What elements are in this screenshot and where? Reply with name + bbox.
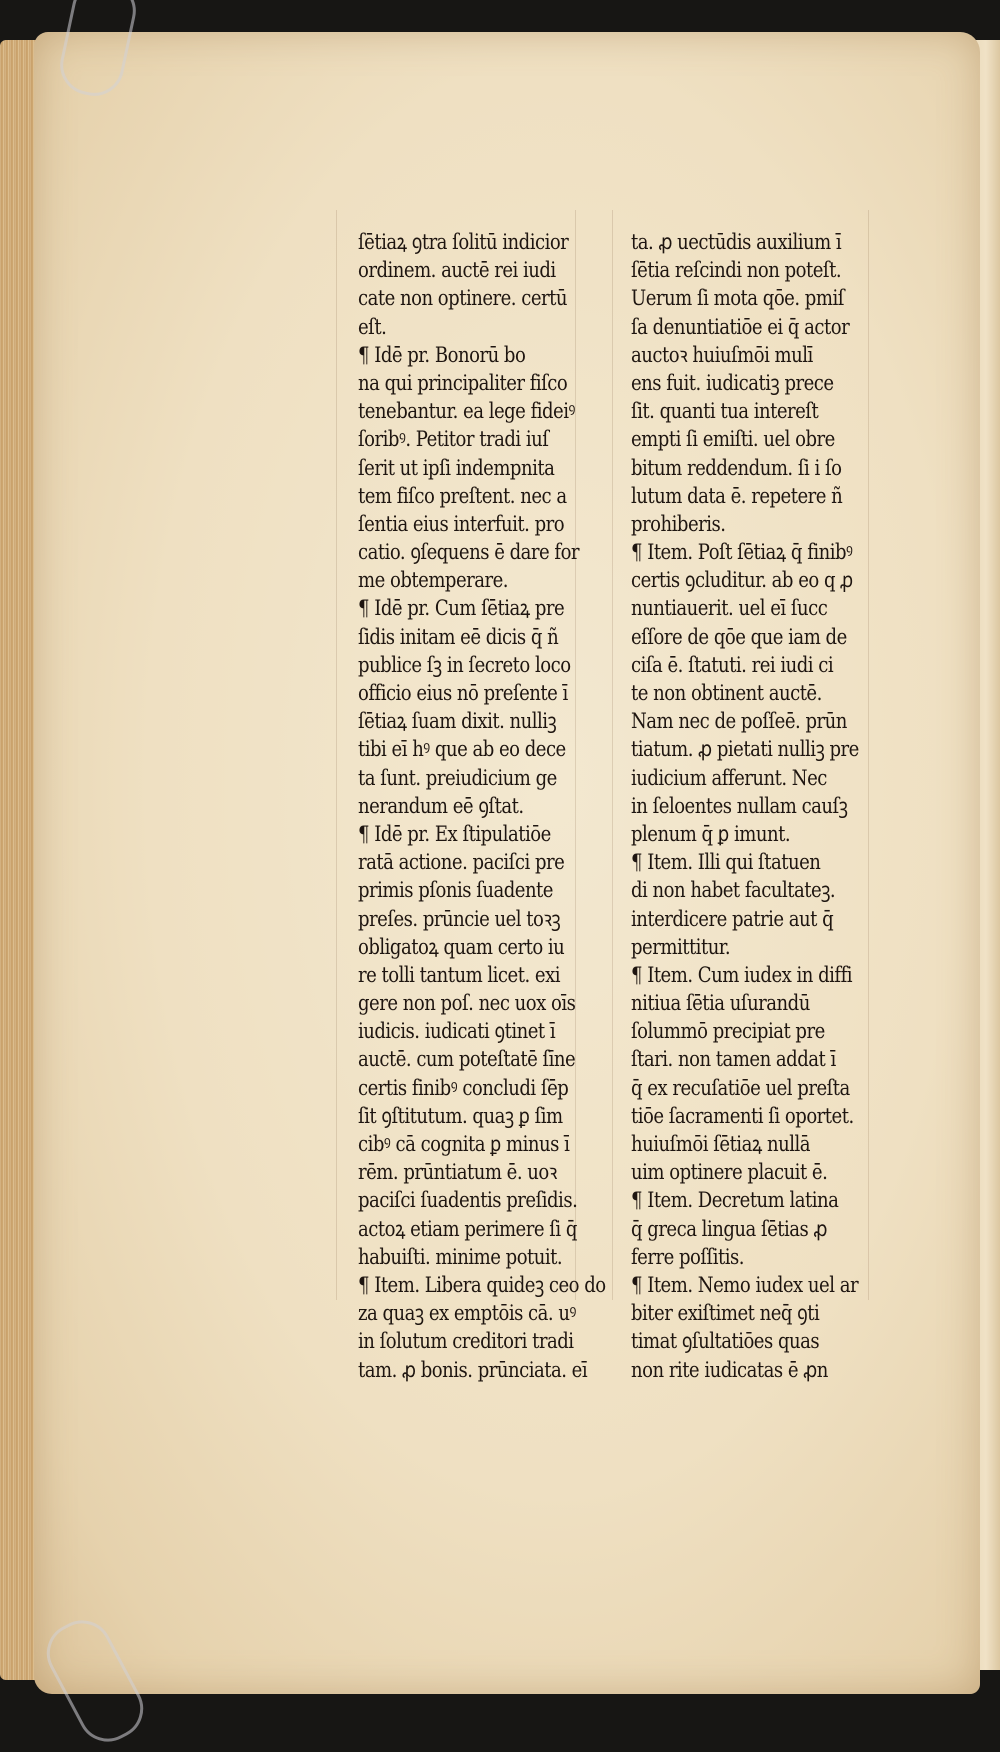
ruling-line-right-column <box>868 210 869 1300</box>
left-column-line: gere non poſ. nec uox oīs <box>358 991 576 1016</box>
right-column-line: biter exiſtimet neq̄ ꝯti <box>631 1301 820 1326</box>
right-column-line: uim optinere placuit ē. <box>631 1160 828 1185</box>
right-column-line: ſtari. non tamen addat ī <box>631 1047 836 1072</box>
left-column-line: nerandum eē ꝯſtat. <box>358 793 524 818</box>
right-column-line: non rite iudicatas ē ꝓn <box>631 1357 828 1382</box>
left-column-line: cibꝰ cā cognita ꝑ minus ī <box>358 1132 570 1156</box>
left-column-line: ſoribꝰ. Petitor tradi iuſ <box>358 427 549 452</box>
right-column-line: bitum reddendum. ſi i ſo <box>631 455 842 480</box>
right-column-line: permittitur. <box>631 934 731 959</box>
right-column-line: ta. ꝓ uectūdis auxilium ī <box>631 230 842 254</box>
left-column-line: ſētiaꝝ ꝯtra ſolitū indicior <box>358 230 569 254</box>
right-column-line: ¶ Item. Nemo iudex uel ar <box>631 1272 859 1297</box>
right-column-line: ¶ Item. Poſt ſētiaꝝ q̄ finibꝰ <box>631 540 853 565</box>
right-column-line: di non habet facultateꝫ. <box>631 878 836 903</box>
right-column-line: auctoꝛ huiuſmōi mulī <box>631 342 813 367</box>
left-column-line: ſit ꝯſtitutum. quaꝫ ꝑ ſim <box>358 1103 563 1128</box>
right-column-line: eſſore de qōe que iam de <box>631 624 847 649</box>
right-column-line: ſit. quanti tua intereſt <box>631 399 819 424</box>
left-column-line: re tolli tantum licet. exi <box>358 962 561 987</box>
left-column-line: ¶ Item. Libera quideꝫ ceo do <box>358 1272 606 1297</box>
left-column-line: iudicis. iudicati ꝯtinet ī <box>358 1019 556 1044</box>
right-column-line: ſētia reſcindi non poteſt. <box>631 258 842 283</box>
left-column-line: tibi eī hꝰ que ab eo dece <box>358 737 566 762</box>
right-column-line: empti ſi emiſti. uel obre <box>631 427 835 452</box>
right-column-line: interdicere patrie aut q̄ <box>631 906 834 931</box>
right-column-line: ens fuit. iudicatiꝫ prece <box>631 370 834 395</box>
right-column-line: huiuſmōi ſētiaꝝ nullā <box>631 1132 810 1156</box>
left-column-line: officio eius nō preſente ī <box>358 681 568 705</box>
left-column-line: ſidis initam eē dicis q̄ ñ <box>358 624 559 649</box>
left-column-line: publice ſꝫ in ſecreto loco <box>358 652 571 677</box>
right-column-line: nitiua ſētia uſurandū <box>631 991 810 1016</box>
left-column-line: ratā actione. paciſci pre <box>358 850 565 875</box>
ruling-line-left-column <box>336 210 337 1300</box>
right-column-line: prohiberis. <box>631 511 726 536</box>
left-column-line: ſentia eius interfuit. pro <box>358 511 565 536</box>
left-text-column <box>358 228 606 1384</box>
left-column-line: ſerit ut ipſi indempnita <box>358 455 555 480</box>
left-column-line: eſt. <box>358 314 387 339</box>
left-column-line: ¶ Idē pr. Ex ſtipulatiōe <box>358 821 551 846</box>
right-column-line: iudicium afferunt. Nec <box>631 765 827 790</box>
right-column-line: ¶ Item. Illi qui ſtatuen <box>631 850 821 875</box>
left-column-line: ¶ Idē pr. Bonorū bo <box>358 342 526 367</box>
right-column-line: ſolummō precipiat pre <box>631 1019 825 1044</box>
left-column-line: paciſci ſuadentis preſidis. <box>358 1188 578 1213</box>
left-column-line: ordinem. auctē rei iudi <box>358 258 556 283</box>
right-column-line: tiōe ſacramenti ſi oportet. <box>631 1103 854 1128</box>
left-column-line: obligatoꝝ quam certo iu <box>358 934 565 959</box>
right-column-line: ¶ Item. Decretum latina <box>631 1188 839 1213</box>
left-column-line: ta ſunt. preiudicium ge <box>358 765 557 790</box>
left-column-line: ¶ Idē pr. Cum ſētiaꝝ pre <box>358 596 565 621</box>
right-column-line: ¶ Item. Cum iudex in diffi <box>631 962 853 987</box>
left-column-line: habuiſti. minime potuit. <box>358 1244 563 1269</box>
left-column-line: certis finibꝰ concludi ſēp <box>358 1075 569 1100</box>
left-column-line: preſes. prūncie uel toꝛꝫ <box>358 906 561 931</box>
right-text-column <box>631 228 859 1384</box>
left-column-line: catio. ꝯſequens ē dare for <box>358 540 580 565</box>
left-column-line: tenebantur. ea lege fideiꝰ <box>358 399 575 424</box>
left-column-line: za quaꝫ ex emptōis cā. uꝰ <box>358 1301 576 1326</box>
right-column-line: in ſeloentes nullam cauſꝫ <box>631 793 848 818</box>
right-column-line: Uerum ſi mota qōe. pmiſ <box>631 286 844 311</box>
left-column-line: me obtemperare. <box>358 568 509 593</box>
right-column-line: plenum q̄ ꝑ imunt. <box>631 821 791 846</box>
ruling-line-middle-right <box>612 210 613 1300</box>
right-column-line: q̄ greca lingua ſētias ꝓ <box>631 1216 827 1241</box>
right-column-line: ciſa ē. ſtatuti. rei iudi ci <box>631 652 834 677</box>
left-column-line: ſētiaꝝ ſuam dixit. nulliꝫ <box>358 709 557 734</box>
left-column-line: in ſolutum creditori tradi <box>358 1329 574 1354</box>
right-column-line: tiatum. ꝓ pietati nulliꝫ pre <box>631 737 859 762</box>
right-column-line: timat ꝯſultatiōes quas <box>631 1329 820 1354</box>
right-column-line: ſa denuntiatiōe ei q̄ actor <box>631 314 850 339</box>
right-column-line: ferre poſſitis. <box>631 1244 744 1269</box>
right-column-line: q̄ ex recuſatiōe uel preſta <box>631 1075 850 1100</box>
right-column-line: certis ꝯcluditur. ab eo q ꝓ <box>631 568 853 593</box>
left-column-line: tem fiſco preſtent. nec a <box>358 483 567 508</box>
right-column-line: lutum data ē. repetere ñ <box>631 483 843 508</box>
right-column-line: te non obtinent auctē. <box>631 681 822 705</box>
left-column-line: actoꝝ etiam perimere ſi q̄ <box>358 1216 577 1241</box>
left-column-line: tam. ꝓ bonis. prūnciata. eī <box>358 1357 588 1382</box>
left-column-line: auctē. cum poteſtatē ſīne <box>358 1047 576 1072</box>
left-column-line: na qui principaliter fiſco <box>358 370 568 395</box>
right-column-line: Nam nec de poſſeē. prūn <box>631 709 847 734</box>
left-column-line: primis pſonis ſuadente <box>358 878 553 903</box>
left-column-line: cate non optinere. certū <box>358 286 567 311</box>
left-column-line: rēm. prūntiatum ē. uoꝛ <box>358 1160 557 1185</box>
right-column-line: nuntiauerit. uel eī ſucc <box>631 596 828 621</box>
